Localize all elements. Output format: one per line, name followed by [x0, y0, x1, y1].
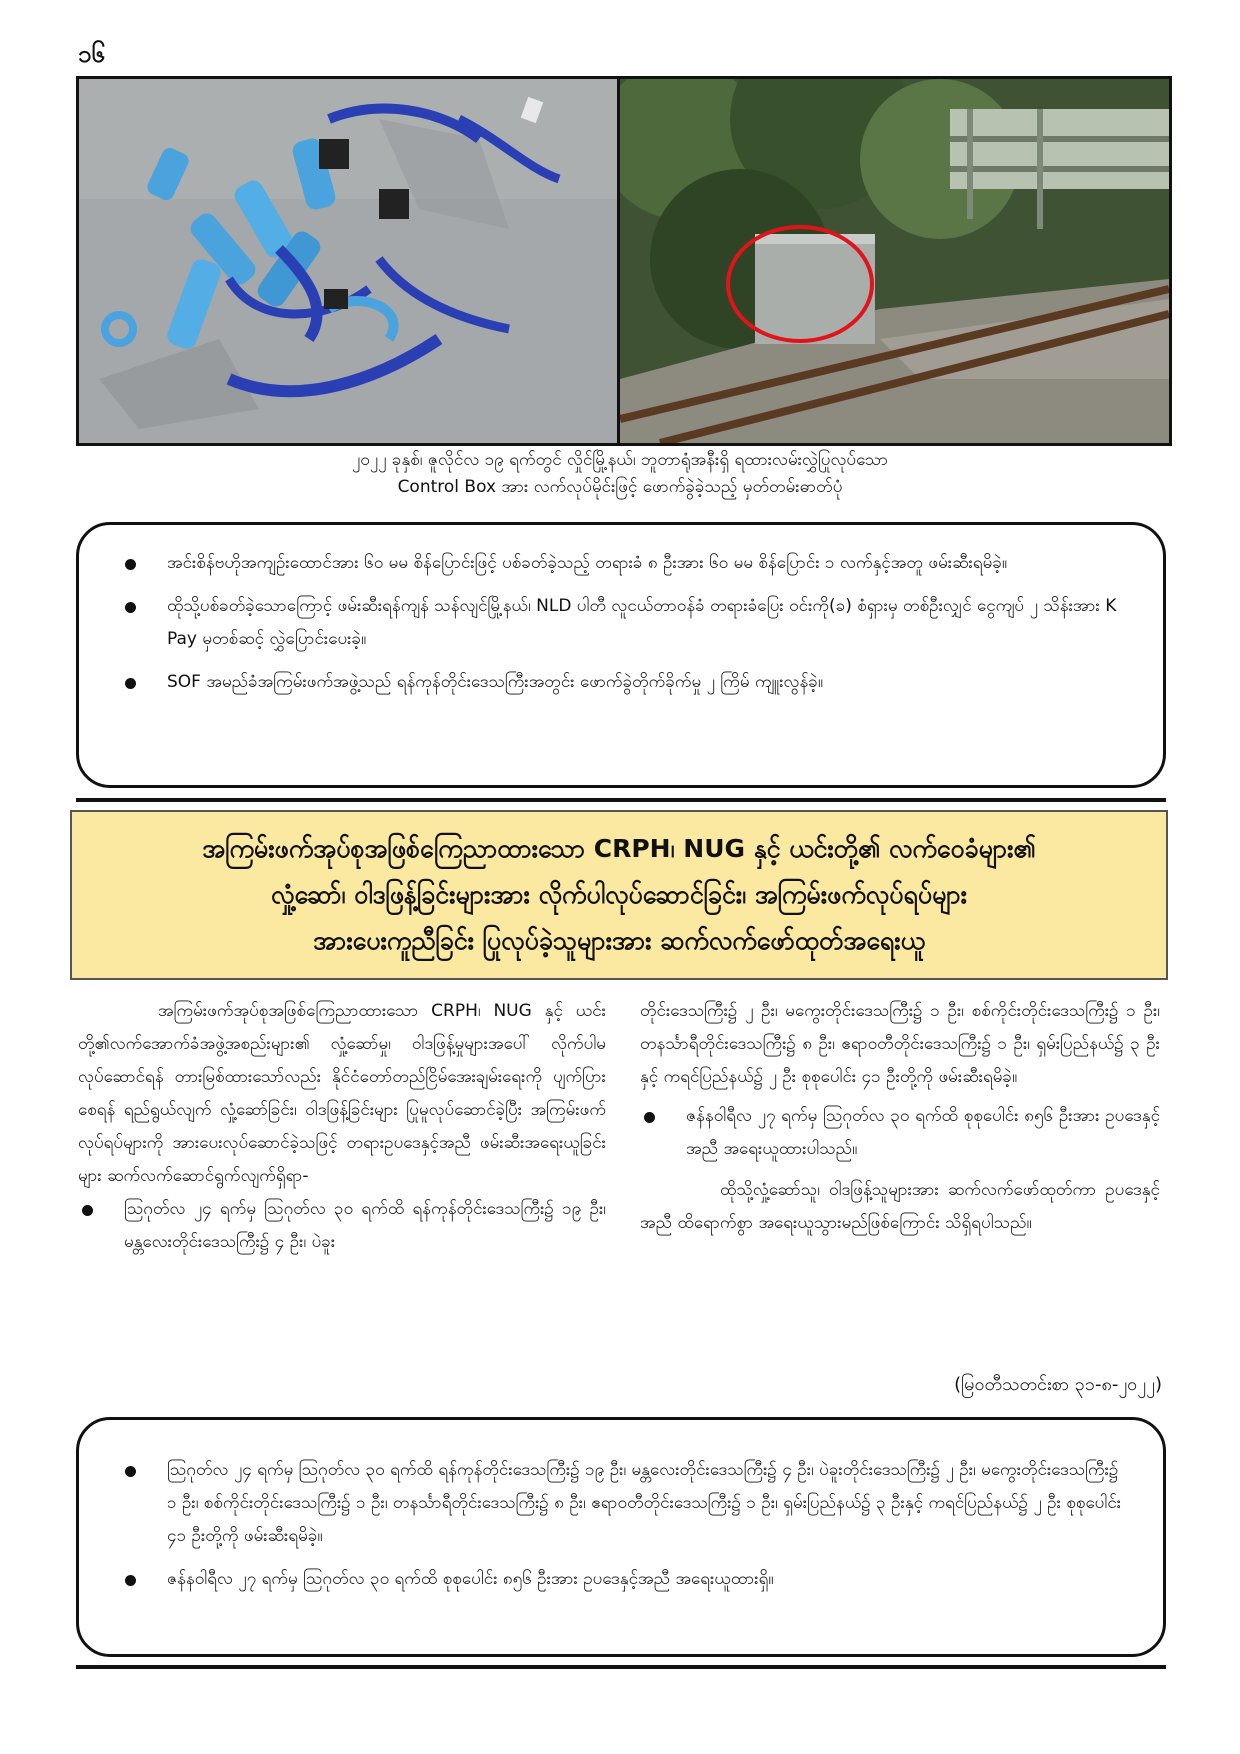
figure-caption-line2: Control Box အား လက်လုပ်မိုင်းဖြင့် ဖောက်ခွဲခဲ့သည့် မှတ်တမ်းဓာတ်ပုံ	[397, 477, 843, 497]
article-list-left	[78, 1193, 606, 1259]
article-closing: ထိုသို့လှုံ့ဆော်သူ၊ ဝါဒဖြန့်သူများအား ဆက်လက်ဖော်ထုတ်ကာ ဥပဒေနှင့်အညီ ထိရောက်စွာ အရေးယူသွားမည်ဖြစ်ကြောင်း သိရှိရပါသည်။	[640, 1180, 1160, 1233]
article-list-right	[640, 1100, 1160, 1166]
article-bullet: ဩဂုတ်လ ၂၄ ရက်မှ ဩဂုတ်လ ၃၀ ရက်ထိ ရန်ကုန်တိုင်းဒေသကြီး၌ ၁၉ ဦး၊ မန္တလေးတိုင်းဒေသကြီး၌ ၄ ဦး၊ ပဲခူး	[78, 1193, 606, 1259]
article-intro: အကြမ်းဖက်အုပ်စုအဖြစ်ကြေညာထားသော CRPH၊ NUG နှင့် ယင်းတို့၏လက်အောက်ခံအဖွဲ့အစည်းများ၏ လှုံ့ဆော်မှု၊ ဝါဒဖြန့်မှုများအပေါ် လိုက်ပါမလုပ်ဆောင်ရန် တားမြစ်ထားသော်လည်း နိုင်ငံတော်တည်ငြိမ်အေးချမ်းရေးကို ပျက်ပြားစေရန် ရည်ရွယ်လျက် လှုံ့ဆော်ခြင်း၊ ဝါဒဖြန့်ခြင်းများ ပြုမူလုပ်ဆောင်ခဲ့ပြီး အကြမ်းဖက်လုပ်ရပ်များကို အားပေးလုပ်ဆောင်ခဲ့သဖြင့် တရားဥပဒေနှင့်အညီ ဖမ်းဆီးအရေးယူခြင်းများ ဆက်လက်ဆောင်ရွက်လျက်ရှိရာ-	[78, 1001, 606, 1186]
article-column-right	[640, 995, 1160, 1240]
article-bullet: ဇန်နဝါရီလ ၂၇ ရက်မှ ဩဂုတ်လ ၃၀ ရက်ထိ စုစုပေါင်း ၈၅၆ ဦးအား ဥပဒေနှင့်အညီ အရေးယူထားပါသည်။	[640, 1100, 1160, 1166]
control-box-photo	[620, 79, 1169, 443]
debris-photo	[79, 79, 617, 443]
summary-list-top	[121, 547, 1133, 699]
figure-caption-line1: ၂၀၂၂ ခုနှစ်၊ ဇူလိုင်လ ၁၉ ရက်တွင် လှိုင်မြို့နယ်၊ ဘူတာရုံအနီးရှိ ရထားလမ်းလွှဲပြုလုပ်သော	[351, 450, 889, 470]
article-column-left	[78, 995, 606, 1267]
article-headline	[70, 810, 1168, 980]
headline-line: လှုံ့ဆော်၊ ဝါဒဖြန့်ခြင်းများအား လိုက်ပါလုပ်ဆောင်ခြင်း၊ အကြမ်းဖက်လုပ်ရပ်များ	[271, 880, 967, 909]
section-divider	[76, 1665, 1166, 1669]
summary-list-bottom	[121, 1454, 1133, 1596]
railway-control-box-image	[620, 79, 1169, 443]
summary-box-top	[76, 522, 1166, 788]
article-source: (မြဝတီသတင်းစာ ၃၁-၈-၂၀၂၂)	[954, 1374, 1162, 1395]
summary-box-bottom	[76, 1417, 1166, 1657]
section-divider	[76, 798, 1166, 802]
photo-strip	[76, 76, 1172, 446]
page-number: ၁၆	[78, 40, 105, 68]
article-bullet-continued: တိုင်းဒေသကြီး၌ ၂ ဦး၊ မကွေးတိုင်းဒေသကြီး၌ ၁ ဦး၊ စစ်ကိုင်းတိုင်းဒေသကြီး၌ ၁ ဦး၊ တနင်္သာရီတိုင်းဒေသကြီး၌ ၈ ဦး၊ ဧရာဝတီတိုင်းဒေသကြီး၌ ၁ ဦး၊ ရှမ်းပြည်နယ်၌ ၃ ဦးနှင့် ကရင်ပြည်နယ်၌ ၂ ဦး စုစုပေါင်း ၄၁ ဦးတို့ကို ဖမ်းဆီးရမိခဲ့။	[640, 1001, 1160, 1087]
summary-item: ဇန်နဝါရီလ ၂၇ ရက်မှ ဩဂုတ်လ ၃၀ ရက်ထိ စုစုပေါင်း ၈၅၆ ဦးအား ဥပဒေနှင့်အညီ အရေးယူထားရှိ။	[121, 1563, 1133, 1596]
summary-item: ဩဂုတ်လ ၂၄ ရက်မှ ဩဂုတ်လ ၃၀ ရက်ထိ ရန်ကုန်တိုင်းဒေသကြီး၌ ၁၉ ဦး၊ မန္တလေးတိုင်းဒေသကြီး၌ ၄ ဦး၊ ပဲခူးတိုင်းဒေသကြီး၌ ၂ ဦး၊ မကွေးတိုင်းဒေသကြီး၌ ၁ ဦး၊ စစ်ကိုင်းတိုင်းဒေသကြီး၌ ၁ ဦး၊ တနင်္သာရီတိုင်းဒေသကြီး၌ ၈ ဦး၊ ဧရာဝတီတိုင်းဒေသကြီး၌ ၁ ဦး၊ ရှမ်းပြည်နယ်၌ ၃ ဦးနှင့် ကရင်ပြည်နယ်၌ ၂ ဦး စုစုပေါင်း ၄၁ ဦးတို့ကို ဖမ်းဆီးရမိခဲ့။	[121, 1454, 1133, 1553]
summary-item: အင်းစိန်ဗဟိုအကျဉ်းထောင်အား ၆၀ မမ စိန်ပြောင်းဖြင့် ပစ်ခတ်ခဲ့သည့် တရားခံ ၈ ဦးအား ၆၀ မမ စိန်ပြောင်း ၁ လက်နှင့်အတူ ဖမ်းဆီးရမိခဲ့။	[121, 547, 1133, 580]
explosive-debris-image	[79, 79, 617, 443]
headline-line: အားပေးကူညီခြင်း ပြုလုပ်ခဲ့သူများအား ဆက်လက်ဖော်ထုတ်အရေးယူ	[313, 926, 925, 955]
headline-line: အကြမ်းဖက်အုပ်စုအဖြစ်ကြေညာထားသော CRPH၊ NUG နှင့် ယင်းတို့၏ လက်ဝေခံများ၏	[202, 834, 1036, 863]
summary-item: SOF အမည်ခံအကြမ်းဖက်အဖွဲ့သည် ရန်ကုန်တိုင်းဒေသကြီးအတွင်း ဖောက်ခွဲတိုက်ခိုက်မှု ၂ ကြိမ် ကျူးလွန်ခဲ့။	[121, 666, 1133, 699]
summary-item: ထိုသို့ပစ်ခတ်ခဲ့သောကြောင့် ဖမ်းဆီးရန်ကျန် သန်လျင်မြို့နယ်၊ NLD ပါတီ လူငယ်တာဝန်ခံ တရားခံပြေး ဝင်းကို(ခ) စံရှားမှ တစ်ဦးလျှင် ငွေကျပ် ၂ သိန်းအား K Pay မှတစ်ဆင့် လွှဲပြောင်းပေးခဲ့။	[121, 590, 1133, 656]
